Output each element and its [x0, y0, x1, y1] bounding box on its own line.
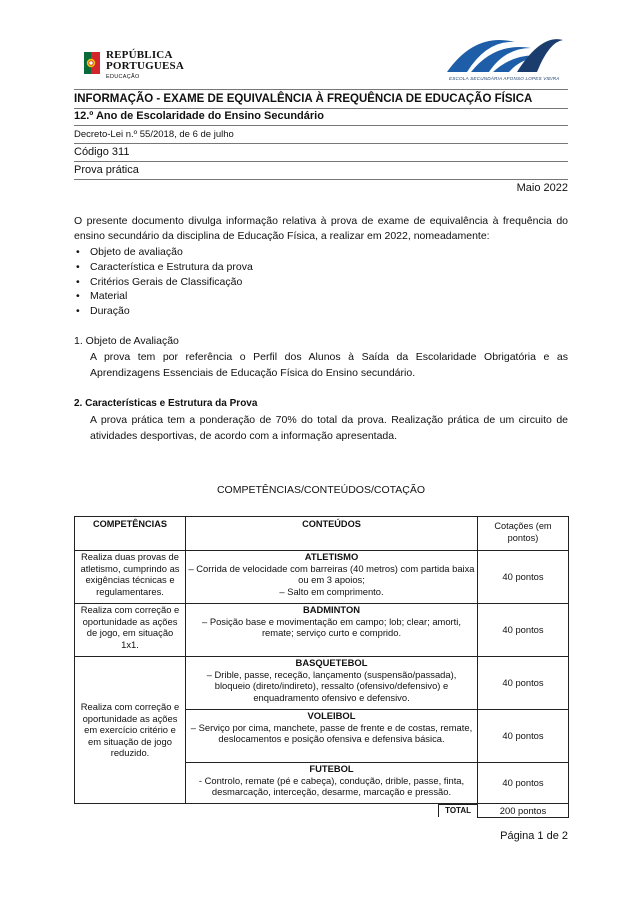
- table-title: COMPETÊNCIAS/CONTEÚDOS/COTAÇÃO: [216, 484, 426, 496]
- sport-name: VOLEIBOL: [307, 710, 356, 721]
- sport-content: – Serviço por cima, manchete, passe de frente e de costas, remate, deslocamentos e posição ofensiva e defensiva básica.: [190, 721, 473, 745]
- ministry-label: EDUCAÇÃO: [106, 74, 140, 80]
- doc-decree: Decreto-Lei n.º 55/2018, de 6 de julho: [74, 126, 568, 144]
- list-item: • Característica e Estrutura da prova: [74, 260, 253, 275]
- section1-text: A prova tem por referência o Perfil dos Alunos à Saída da Escolaridade Obrigatória e as Aprendizagens Essenciais de Educação Física do Ensino secundário.: [90, 351, 568, 379]
- points-cell: 40 pontos: [478, 551, 569, 604]
- total-value: 200 pontos: [478, 804, 569, 818]
- header-conteudos: CONTEÚDOS: [186, 517, 478, 551]
- list-item: • Material: [74, 289, 253, 304]
- sport-name: ATLETISMO: [304, 551, 359, 562]
- school-logo: [445, 32, 565, 84]
- school-arc-icon: [445, 32, 565, 76]
- conteudo-cell: [186, 763, 478, 804]
- table-row: [75, 604, 569, 657]
- competencia-cell: Realiza com correção e oportunidade as ações em exercício critério e em situação de jogo reduzido.: [75, 657, 186, 804]
- header-cotacoes: Cotações (em pontos): [478, 517, 569, 551]
- doc-title: INFORMAÇÃO - EXAME DE EQUIVALÊNCIA À FREQUÊNCIA DE EDUCAÇÃO FÍSICA: [74, 89, 568, 109]
- republica-emblem-icon: [84, 52, 100, 74]
- table-header-row: [75, 517, 569, 551]
- table-row: [75, 551, 569, 604]
- sport-name: BASQUETEBOL: [295, 657, 368, 668]
- doc-exam-type: Prova prática: [74, 162, 568, 180]
- section2-title: 2. Características e Estrutura da Prova: [74, 398, 258, 409]
- points-cell: 40 pontos: [478, 604, 569, 657]
- conteudo-cell: [186, 657, 478, 710]
- intro-paragraph: O presente documento divulga informação relativa à prova de exame de equivalência à frequência do ensino secundário da disciplina de Educação Física, a realizar em 2022, nomeadamente:: [74, 215, 568, 242]
- sport-content: – Drible, passe, receção, lançamento (suspensão/passada), bloqueio (direto/indireto), ressalto (ofensivo/defensivo) e enquadramento ofensivo e defensivo.: [206, 668, 457, 703]
- total-label: TOTAL: [438, 804, 478, 817]
- sport-name: FUTEBOL: [309, 763, 354, 774]
- doc-year: 12.º Ano de Escolaridade do Ensino Secundário: [74, 108, 568, 126]
- total-row: [75, 804, 569, 818]
- header-competencias: COMPETÊNCIAS: [75, 517, 186, 551]
- topics-list: [74, 245, 253, 319]
- conteudo-cell: [186, 604, 478, 657]
- list-item: • Duração: [74, 304, 253, 319]
- conteudo-cell: [186, 710, 478, 763]
- school-name: ESCOLA SECUNDÁRIA AFONSO LOPES VIEIRA: [449, 76, 560, 81]
- list-item: • Objeto de avaliação: [74, 245, 253, 260]
- conteudo-cell: [186, 551, 478, 604]
- doc-code: Código 311: [74, 144, 568, 162]
- table-row: [75, 657, 569, 710]
- competencies-table: [74, 516, 569, 818]
- page-number: Página 1 de 2: [500, 830, 568, 842]
- section2-text: A prova prática tem a ponderação de 70% do total da prova. Realização prática de um circuito de atividades desportivas, de acordo com a informação apresentada.: [90, 414, 568, 442]
- list-item: • Critérios Gerais de Classificação: [74, 275, 253, 290]
- competencia-cell: Realiza duas provas de atletismo, cumprindo as exigências técnicas e regulamentares.: [75, 551, 186, 604]
- competencia-cell: Realiza com correção e oportunidade as ações de jogo, em situação 1x1.: [75, 604, 186, 657]
- points-cell: 40 pontos: [478, 763, 569, 804]
- points-cell: 40 pontos: [478, 710, 569, 763]
- sport-content: – Corrida de velocidade com barreiras (40 metros) com partida baixa ou em 3 apoios; – Salto em comprimento.: [188, 562, 475, 597]
- points-cell: 40 pontos: [478, 657, 569, 710]
- sport-name: BADMINTON: [302, 604, 361, 615]
- sport-content: – Posição base e movimentação em campo; lob; clear; amorti, remate; serviço curto e comprido.: [202, 615, 461, 639]
- republica-portuguesa-logo: [84, 50, 194, 82]
- section1-title: 1. Objeto de Avaliação: [74, 335, 179, 347]
- doc-date: Maio 2022: [516, 182, 568, 194]
- republica-name: REPÚBLICA PORTUGUESA: [106, 49, 185, 72]
- sport-content: - Controlo, remate (pé e cabeça), condução, drible, passe, finta, desmarcação, interceção, desarme, marcação e pressão.: [198, 774, 465, 798]
